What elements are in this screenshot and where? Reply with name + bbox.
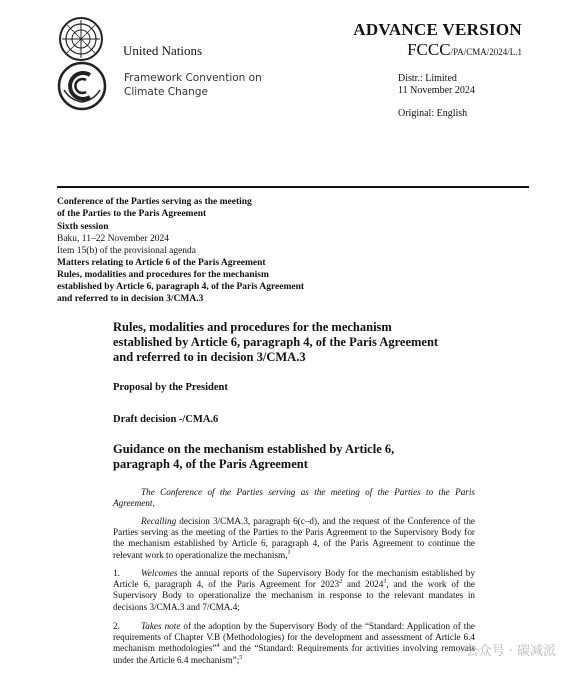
conference-line-2: of the Parties to the Paris Agreement [57, 209, 207, 219]
footnote-4: 4 [216, 643, 220, 650]
org-name: United Nations [123, 43, 203, 58]
matters-line: Matters relating to Article 6 of the Paris Agreement [57, 258, 266, 268]
recalling-text: decision 3/CMA.3, paragraph 6(c–d), and the request of the Conference of the Parties serving as the meeting of the Parties to the Paris Agreement to the Supervisory Body for the mechanism established by Article 6, paragraph 4, of the Paris Agreement to continue the relevant work to operationalize the mechanism, [113, 516, 475, 560]
footnote-1: 1 [287, 549, 291, 556]
symbol-suffix: /PA/CMA/2024/L.1 [450, 47, 522, 57]
document-title [113, 320, 493, 365]
title-line-1: Rules, modalities and procedures for the mechanism [113, 320, 392, 334]
paragraph-1-number: 1. [113, 568, 120, 578]
fccc-name-line-1: Framework Convention on [124, 72, 262, 84]
fccc-name-line-2: Climate Change [124, 86, 208, 98]
watermark: 公众号 · 碳减派 [465, 644, 556, 659]
footnote-3: 3 [383, 579, 387, 586]
header-divider [57, 186, 529, 188]
rules-line-2: established by Article 6, paragraph 4, of the Paris Agreement [57, 282, 305, 292]
rules-line-3: and referred to in decision 3/CMA.3 [57, 294, 204, 304]
distribution: Distr.: Limited [398, 73, 457, 84]
preamble-text: The Conference of the Parties serving as the meeting of the Parties to the Paris Agreement, [113, 487, 475, 509]
recalling-word: Recalling [141, 516, 177, 526]
session: Sixth session [57, 222, 109, 232]
unfccc-logo-icon [56, 60, 108, 112]
paragraph-2-text-a: of the adoption by the Supervisory Body of the “Standard: Application of the requirements of Chapter V.B (Methodologies) for the development and assessment of Article 6.4 mechanism methodologies” [113, 621, 475, 654]
paragraph-1-text-a: the annual reports of the Supervisory Body for the mechanism established by Article 6, paragraph 4, of the Paris Agreement for 2023 [113, 568, 475, 590]
footnote-5: 5 [239, 654, 243, 661]
guidance-line-1: Guidance on the mechanism established by Article 6, [113, 442, 395, 456]
paragraph-1-text-c: , and the work of the Supervisory Body to operationalize the mechanism in response to the relevant mandates in decisions 3/CMA.3 and 7/CMA.4; [113, 579, 476, 612]
rules-line-1: Rules, modalities and procedures for the mechanism [57, 270, 269, 280]
issue-date: 11 November 2024 [398, 85, 475, 96]
guidance-line-2: paragraph 4, of the Paris Agreement [113, 457, 308, 471]
original-language: Original: English [398, 108, 468, 119]
paragraph-2 [113, 621, 475, 666]
footnote-2: 2 [339, 579, 343, 586]
un-emblem-icon [58, 16, 104, 62]
paragraph-1 [113, 568, 475, 613]
recalling-paragraph [113, 516, 475, 561]
title-line-2: established by Article 6, paragraph 4, of the Paris Agreement [113, 335, 439, 349]
draft-decision-heading: Draft decision -/CMA.6 [113, 414, 219, 425]
place-dates: Baku, 11–22 November 2024 [57, 234, 170, 244]
guidance-title [113, 442, 493, 472]
document-symbol [407, 40, 522, 60]
agenda-item: Item 15(b) of the provisional agenda [57, 246, 197, 256]
symbol-main: FCCC [407, 40, 451, 59]
paragraph-1-verb: Welcomes [141, 568, 178, 578]
paragraph-2-text-b: and the “Standard: Requirements for activities involving removals under the Article 6.4 mechanism”; [113, 643, 475, 665]
proposal-heading: Proposal by the President [113, 382, 228, 393]
advance-version-label: ADVANCE VERSION [353, 20, 522, 39]
preamble-paragraph [113, 487, 475, 509]
paragraph-1-text-b: and 2024 [342, 579, 384, 590]
paragraph-2-number: 2. [113, 621, 120, 631]
paragraph-2-verb: Takes note [141, 621, 181, 631]
title-line-3: and referred to in decision 3/CMA.3 [113, 350, 306, 364]
conference-line-1: Conference of the Parties serving as the meeting [57, 197, 252, 207]
